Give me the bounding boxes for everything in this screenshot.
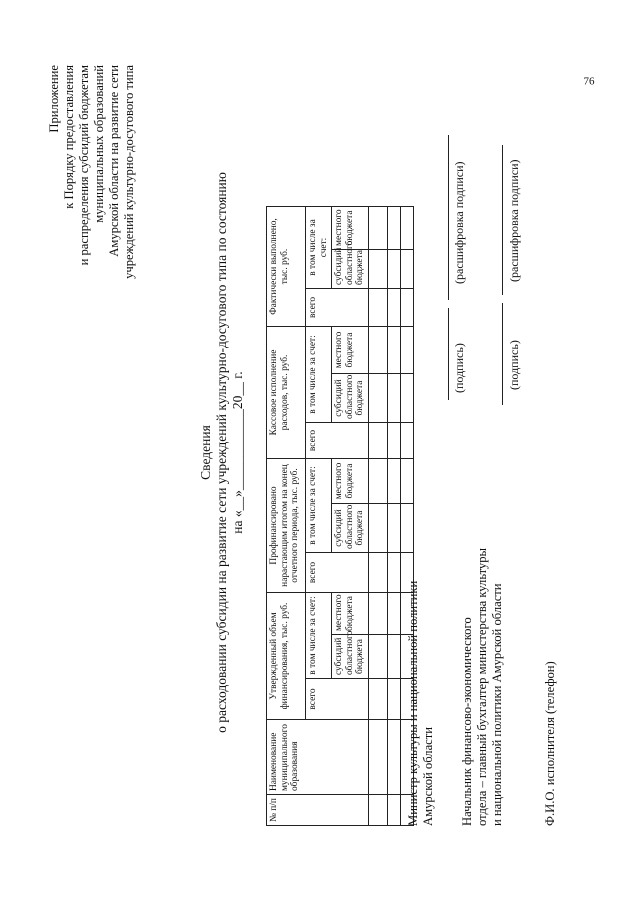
header-total: всего (306, 679, 369, 720)
header-local-budget: местного бюджета (332, 326, 369, 373)
signature-line (448, 308, 449, 400)
header-total: всего (306, 553, 369, 593)
minister-region: Амурской области (421, 726, 435, 826)
header-including: в том числе за счет: (306, 459, 332, 553)
header-including: в том числе за счет: (306, 206, 332, 288)
appendix-line: Амурской области на развитие сети (107, 65, 121, 257)
appendix-line: Приложение (47, 65, 61, 133)
signature-line (502, 303, 503, 405)
decoding-caption: (расшифровка подписи) (507, 159, 521, 282)
chief-title: Начальник финансово-экономического (460, 617, 474, 826)
header-municipality: Наименование муниципального образования (267, 720, 369, 795)
header-including: в том числе за счет: (306, 593, 332, 679)
appendix-line: муниципальных образований (92, 65, 106, 223)
decoding-caption: (расшифровка подписи) (452, 161, 466, 284)
header-regional-subsidy: субсидий областного бюджета (332, 504, 369, 553)
executor-label: Ф.И.О. исполнителя (телефон) (543, 661, 557, 826)
header-local-budget: местного бюджета (332, 593, 369, 635)
report-date: на «__»____________20__ г. (230, 371, 245, 534)
report-title: Сведения (198, 425, 213, 480)
header-local-budget: местного бюджета (332, 206, 369, 249)
header-cash-execution: Кассовое исполнение расходов, тыс. руб. (267, 326, 306, 458)
minister-title: Министр культуры и национальной политики (406, 580, 420, 826)
header-regional-subsidy: субсидий областного бюджета (332, 635, 369, 679)
appendix-block (47, 65, 137, 445)
header-total: всего (306, 288, 369, 326)
chief-position: отдела – главный бухгалтер министерства культуры (475, 548, 489, 826)
header-regional-subsidy: субсидий областного бюджета (332, 374, 369, 423)
decoding-line (448, 135, 449, 300)
chief-ministry: и национальной политики Амурской области (490, 583, 504, 826)
appendix-line: к Порядку предоставления (62, 65, 76, 209)
header-total: всего (306, 423, 369, 459)
report-table (266, 45, 414, 826)
header-financed: Профинансировано нарастающим итогом на конец отчетного периода, тыс. руб. (267, 459, 306, 593)
header-actual: Фактически выполнено, тыс. руб. (267, 206, 306, 326)
header-number: № п/п (267, 795, 369, 826)
signature-caption: (подпись) (452, 343, 466, 393)
header-including: в том числе за счет: (306, 326, 332, 422)
appendix-line: учреждений культурно-досугового типа (122, 65, 136, 279)
decoding-line (502, 145, 503, 295)
appendix-line: и распределения субсидий бюджетам (77, 65, 91, 266)
table-blank (267, 45, 414, 206)
header-regional-subsidy: субсидий областного бюджета (332, 249, 369, 288)
page-number: 76 (583, 75, 595, 88)
header-local-budget: местного бюджета (332, 459, 369, 504)
header-approved: Утвержденный объем финансирования, тыс. руб. (267, 593, 306, 720)
signature-caption: (подпись) (507, 340, 521, 390)
report-subtitle: о расходовании субсидии на развитие сети учреждений культурно-досугового типа по состоянию (214, 172, 229, 733)
